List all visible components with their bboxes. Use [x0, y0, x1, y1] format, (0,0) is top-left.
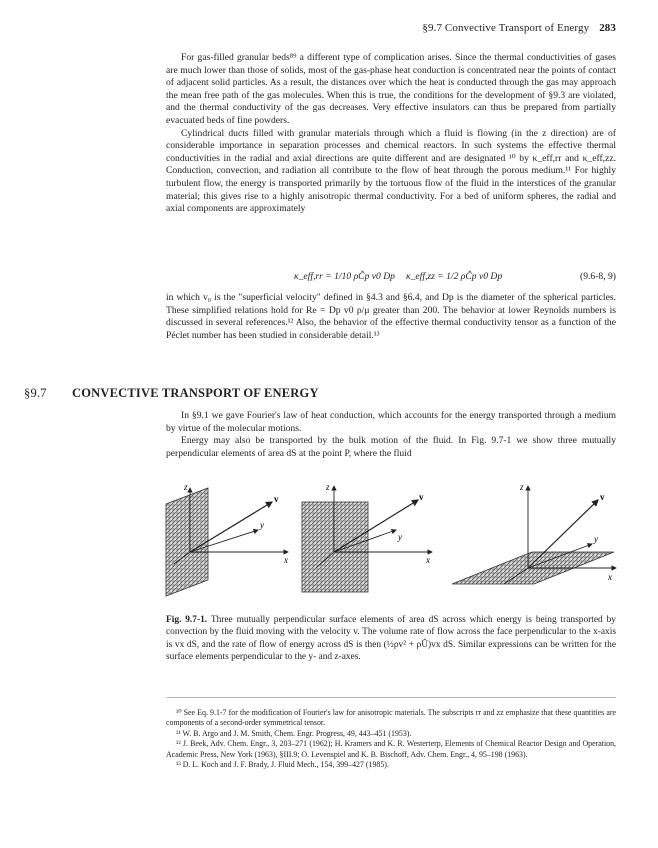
section-heading: [24, 386, 319, 401]
surface-element-x: [166, 488, 208, 596]
caption-text: Three mutually perpendicular surface elements of area dS across which energy is being transported by convection by the fluid moving with the velocity v. The volume rate of flow across the face perpendicular to the x-axis is vx dS, and the rate of flow of energy across dS is then (½ρv² + ρÛ)vx dS. Similar expressions can be written for the surface elements perpendicular to the y- and z-axes.: [166, 615, 616, 663]
label-z-1: z: [184, 482, 188, 492]
label-x-1: x: [284, 555, 288, 565]
paragraph-bulk-motion: Energy may also be transported by the bulk motion of the fluid. In Fig. 9.7-1 we show three mutually perpendicular elements of area dS at the point P, where the fluid: [166, 435, 616, 459]
footnote-11: ¹¹ W. B. Argo and J. M. Smith, Chem. Engr. Progress, 49, 443–451 (1953).: [176, 728, 412, 738]
figure-drawing: [160, 480, 620, 605]
paragraph-cylindrical-ducts: Cylindrical ducts filled with granular materials through which a fluid is flowing (in the z direction) are of considerable importance in separation processes and chemical reactors. In such systems the effective thermal conductivities in the radial and axial directions are quite different and are designated ¹⁰ by κ_eff,rr and κ_eff,zz. Conduction, convection, and radiation all contribute to the flow of heat through the porous medium.¹¹ For highly turbulent flow, the energy is transported primarily by the tortuous flow of the fluid in the interstices of the granular material; this gives rise to a highly anisotropic thermal conductivity. For a bed of uniform spheres, the radial and axial components are approximately: [166, 127, 616, 215]
body-text-top: [166, 52, 616, 216]
panel-x-face: [166, 482, 288, 596]
label-v-2: v: [419, 492, 424, 502]
caption-label: Fig. 9.7-1.: [166, 615, 208, 625]
footnote-12: ¹² J. Beek, Adv. Chem. Engr., 3, 203–271 (1962); H. Kramers and K. R. Westerterp, Elements of Chemical Reactor Design and Operation, Academic Press, New York (1963), §III.9; O. Levenspiel and K. B. Bischoff, Adv. Chem. Engr., 4, 95–198 (1963).: [166, 739, 616, 759]
panel-z-face: [452, 482, 616, 584]
panel-y-face: [302, 482, 432, 592]
body-text-after-equation: [166, 292, 616, 342]
figure-caption: [166, 614, 616, 664]
equation-axial: κ_eff,zz = 1/2 ρĈp v0 Dp: [406, 271, 503, 282]
label-z-2: z: [326, 482, 330, 492]
section-number: §9.7: [24, 386, 47, 400]
label-y-3: y: [594, 534, 598, 544]
running-title: §9.7 Convective Transport of Energy: [422, 22, 590, 34]
label-x-3: x: [608, 572, 612, 582]
figure-9-7-1: [160, 480, 620, 605]
paragraph-granular-beds: For gas-filled granular beds⁸⁹ a different type of complication arises. Since the thermal conductivities of gases are much lower than those of solids, most of the gas-phase heat conduction is concentrated near the points of contact of adjacent solid particles. As a result, the distances over which the heat is conducted through the gas may approach the mean free path of the gas molecules. When this is true, the conditions for the development of §9.3 are violated, and the thermal conductivity of the gas decreases. Very effective insulators can thus be prepared from partially evacuated beds of fine powders.: [166, 52, 616, 126]
running-head: [160, 22, 616, 34]
footnote-13: ¹³ D. L. Koch and J. F. Brady, J. Fluid Mech., 154, 399–427 (1985).: [176, 760, 389, 770]
paragraph-fourier-law: In §9.1 we gave Fourier's law of heat conduction, which accounts for the energy transported through a medium by virtue of the molecular motions.: [166, 410, 616, 434]
label-y-1: y: [260, 520, 264, 530]
surface-element-y: [302, 502, 368, 592]
label-v-1: v: [274, 494, 279, 504]
equation-9-6-8-9: [166, 271, 616, 285]
section-title: CONVECTIVE TRANSPORT OF ENERGY: [72, 386, 319, 400]
paragraph-superficial-velocity: in which v₀ is the "superficial velocity" defined in §4.3 and §6.4, and Dp is the diameter of the spherical particles. These simplified relations hold for Re = Dp v0 ρ/μ greater than 200. The behavior at lower Reynolds numbers is discussed in several references.¹² Also, the behavior of the effective thermal conductivity tensor as a function of the Péclet number has been studied in considerable detail.¹³: [166, 292, 616, 341]
equation-number: (9.6-8, 9): [580, 271, 616, 282]
page-number: 283: [599, 22, 616, 34]
footnote-10: ¹⁰ See Eq. 9.1-7 for the modification of Fourier's law for anisotropic materials. The subscripts rr and zz emphasize that these quantities are components of a second-order symmetrical tensor.: [166, 708, 616, 728]
label-y-2: y: [398, 532, 402, 542]
label-z-3: z: [520, 482, 524, 492]
footnotes: [166, 708, 616, 770]
label-v-3: v: [600, 492, 605, 502]
footnote-rule: [166, 697, 616, 698]
label-x-2: x: [426, 555, 430, 565]
section-body-text: [166, 410, 616, 460]
equation-radial: κ_eff,rr = 1/10 ρĈp v0 Dp: [294, 271, 395, 282]
